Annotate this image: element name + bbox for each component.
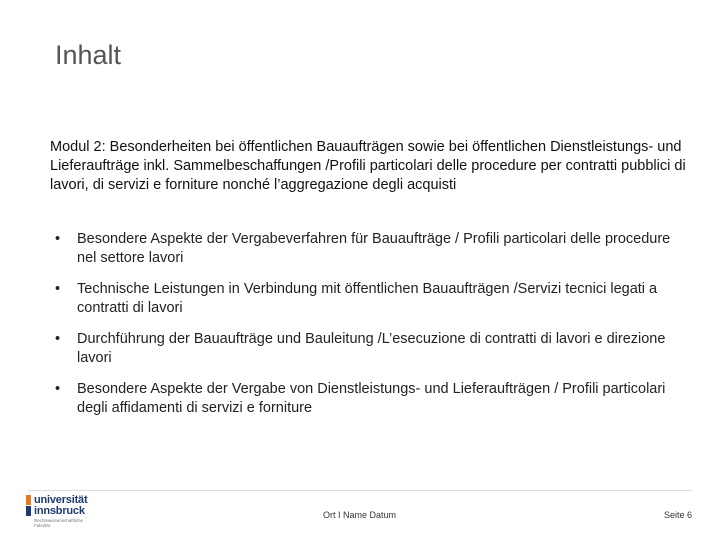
footer-divider <box>28 490 692 491</box>
bullet-marker: • <box>55 231 61 247</box>
bullet-text: Technische Leistungen in Verbindung mit öffentlichen Bauaufträgen /Servizi tecnici legati a contratti di lavori <box>77 281 658 316</box>
logo-text-line2: innsbruck <box>34 505 85 517</box>
university-logo <box>26 494 116 534</box>
footer-location-name-date: Ort I Name Datum <box>323 510 397 520</box>
list-item <box>55 280 675 318</box>
logo-bar-blue <box>26 506 31 516</box>
bullet-marker: • <box>55 331 61 347</box>
logo-subtitle: Rechtswissenschaftliche Fakultät <box>34 518 84 528</box>
bullet-text: Durchführung der Bauaufträge und Bauleitung /L’esecuzione di contratti di lavori e direzione lavori <box>77 331 666 366</box>
bullet-text: Besondere Aspekte der Vergabeverfahren für Bauaufträge / Profili particolari delle procedure nel settore lavori <box>77 231 671 266</box>
logo-bar-orange <box>26 495 31 505</box>
logo-text-line1: universität <box>34 494 88 506</box>
bullet-list <box>55 230 675 430</box>
list-item <box>55 330 675 368</box>
list-item <box>55 230 675 268</box>
bullet-text: Besondere Aspekte der Vergabe von Dienstleistungs- und Lieferaufträgen / Profili particolari degli affidamenti di servizi e forniture <box>77 381 666 416</box>
bullet-marker: • <box>55 381 61 397</box>
bullet-marker: • <box>55 281 61 297</box>
slide-title: Inhalt <box>55 40 122 70</box>
list-item <box>55 380 675 418</box>
page-number: Seite 6 <box>663 510 692 520</box>
module-heading: Modul 2: Besonderheiten bei öffentlichen Bauaufträgen sowie bei öffentlichen Dienstleistungs- und Lieferaufträge inkl. Sammelbeschaffungen /Profili particolari delle procedure per contratti pubblici di lavori, di servizi e forniture nonché l’aggregazione degli acquisti <box>50 139 686 193</box>
